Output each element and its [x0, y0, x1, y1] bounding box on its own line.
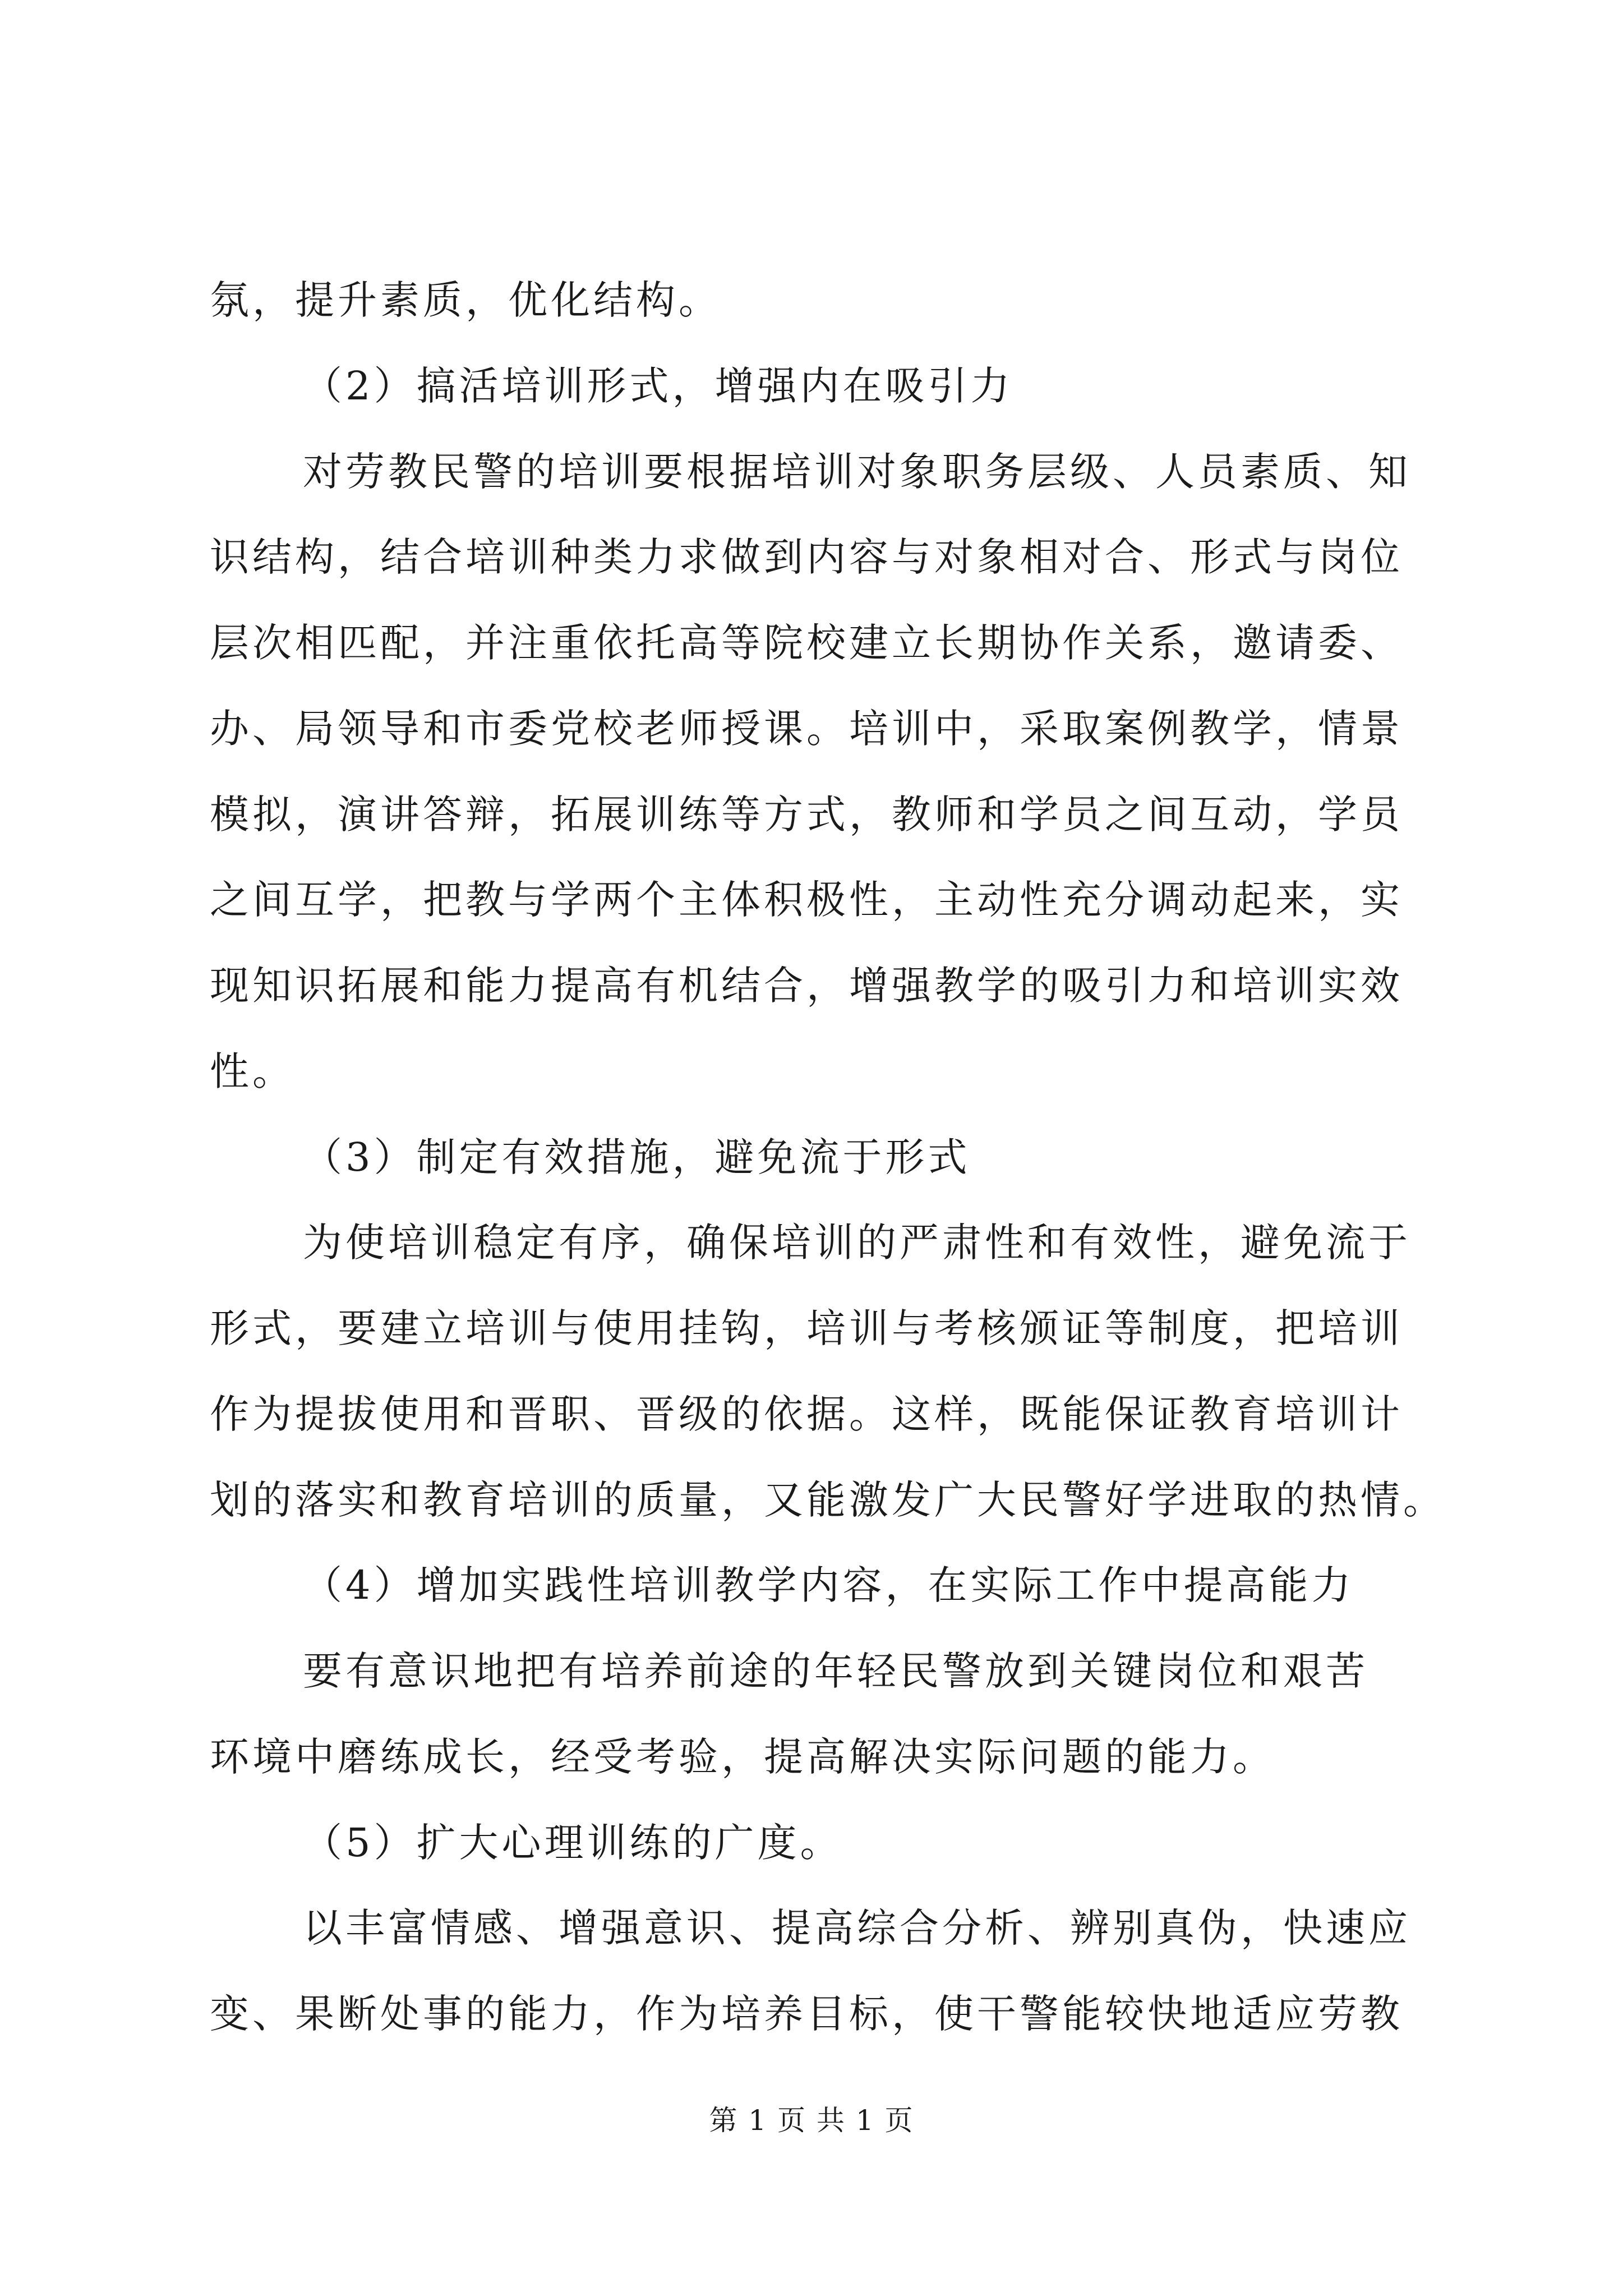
body-line-4: 识结构，结合培训种类力求做到内容与对象相对合、形式与岗位 — [210, 534, 1403, 580]
body-line-21: 变、果断处事的能力，作为培养目标，使干警能较快地适应劳教 — [210, 1991, 1403, 2037]
body-line-8: 之间互学，把教与学两个主体积极性，主动性充分调动起来，实 — [210, 877, 1403, 923]
page-number-footer: 第 1 页 共 1 页 — [709, 2104, 914, 2137]
section-heading-2: （2）搞活培训形式，增强内在吸引力 — [303, 363, 1013, 409]
body-line-9: 现知识拓展和能力提高有机结合，增强教学的吸引力和培训实效 — [210, 963, 1403, 1009]
body-line-1: 氛，提升素质，优化结构。 — [210, 277, 721, 323]
body-line-3: 对劳教民警的培训要根据培训对象职务层级、人员素质、知 — [303, 449, 1411, 495]
body-line-17: 要有意识地把有培养前途的年轻民警放到关键岗位和艰苦 — [303, 1648, 1368, 1694]
body-line-20: 以丰富情感、增强意识、提高综合分析、辨别真伪，快速应 — [303, 1905, 1411, 1951]
body-line-7: 模拟，演讲答辩，拓展训练等方式，教师和学员之间互动，学员 — [210, 792, 1403, 838]
body-line-15: 划的落实和教育培训的质量，又能激发广大民警好学进取的热情。 — [210, 1477, 1446, 1523]
section-heading-3: （3）制定有效措施，避免流于形式 — [303, 1134, 971, 1180]
body-line-5: 层次相匹配，并注重依托高等院校建立长期协作关系，邀请委、 — [210, 620, 1403, 666]
section-heading-4: （4）增加实践性培训教学内容，在实际工作中提高能力 — [303, 1562, 1354, 1608]
body-line-12: 为使培训稳定有序，确保培训的严肃性和有效性，避免流于 — [303, 1220, 1411, 1266]
body-line-18: 环境中磨练成长，经受考验，提高解决实际问题的能力。 — [210, 1734, 1275, 1780]
body-line-14: 作为提拔使用和晋职、晋级的依据。这样，既能保证教育培训计 — [210, 1391, 1403, 1437]
section-heading-5: （5）扩大心理训练的广度。 — [303, 1820, 843, 1866]
body-line-6: 办、局领导和市委党校老师授课。培训中，采取案例教学，情景 — [210, 706, 1403, 752]
body-line-10: 性。 — [210, 1048, 295, 1094]
body-line-13: 形式，要建立培训与使用挂钩，培训与考核颁证等制度，把培训 — [210, 1305, 1403, 1351]
